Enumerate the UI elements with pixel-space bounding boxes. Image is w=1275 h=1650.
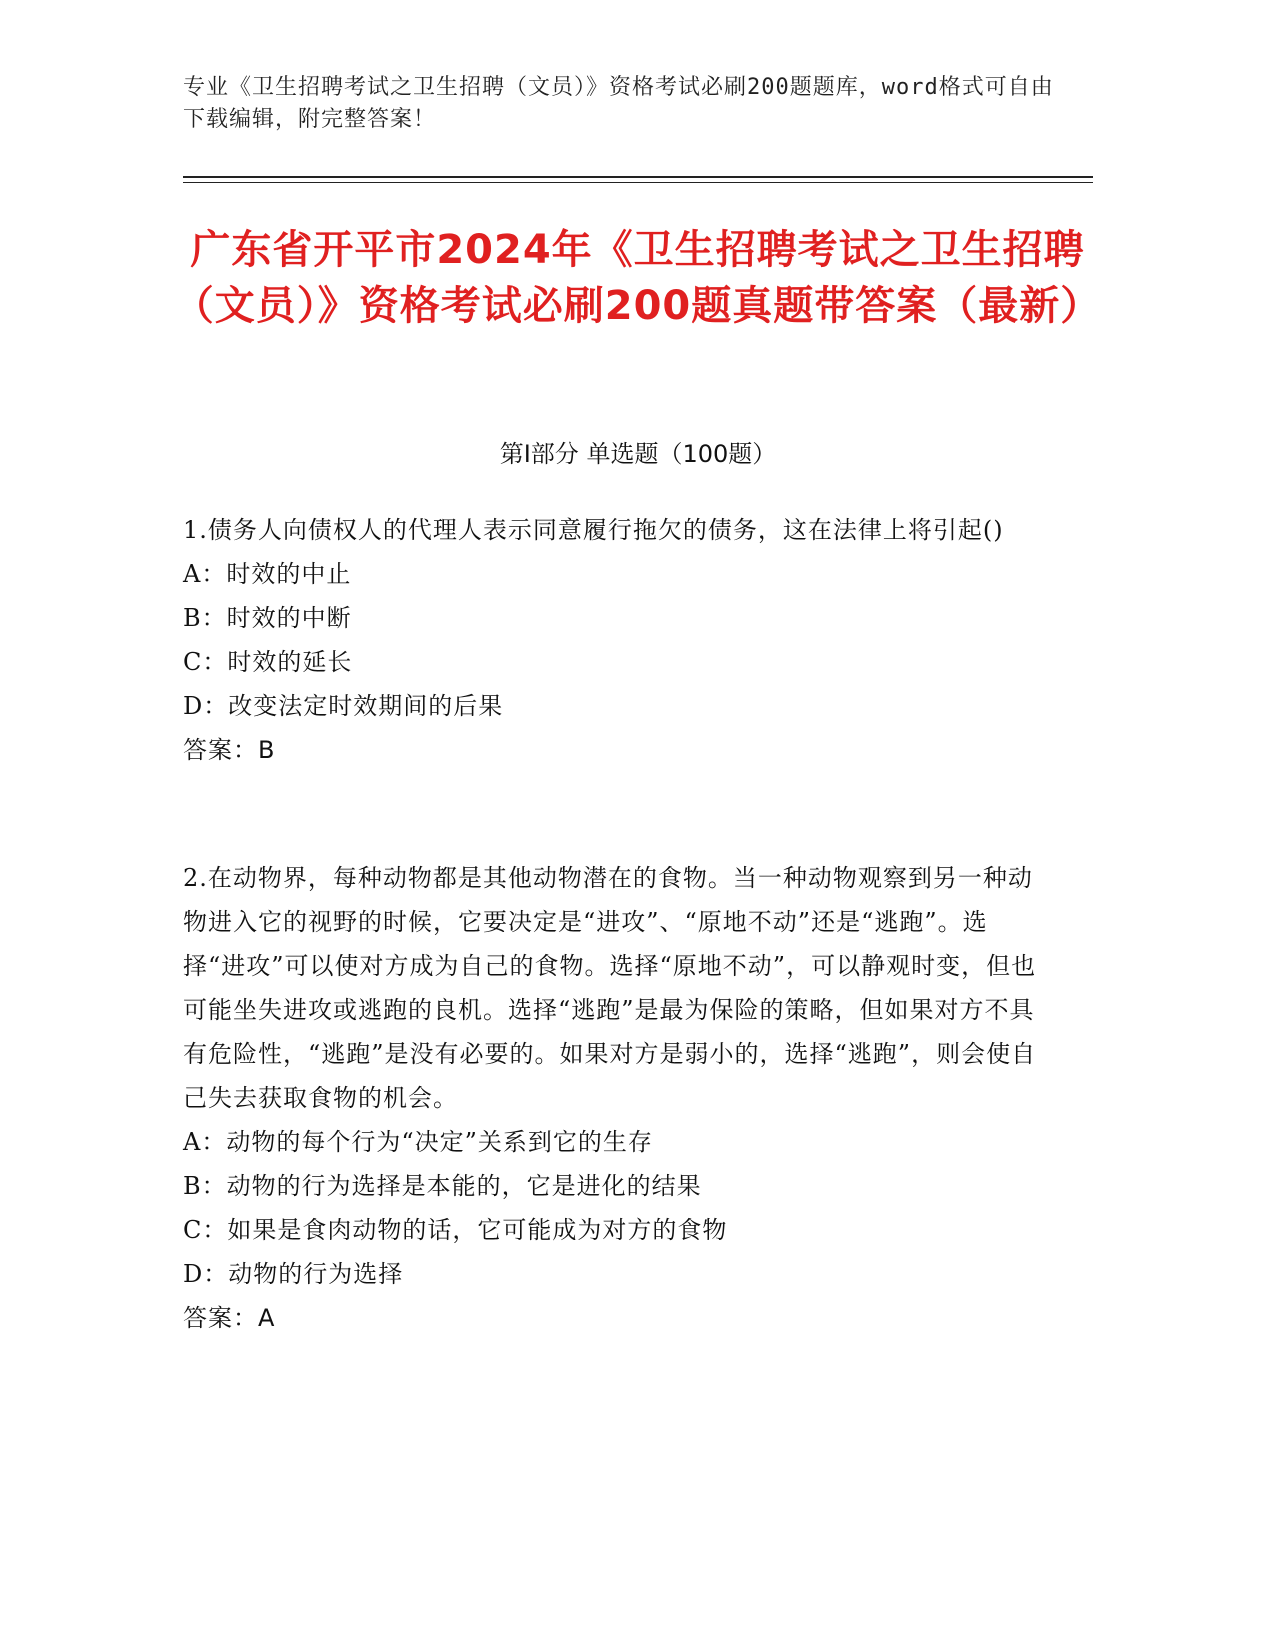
header-note: 专业《卫生招聘考试之卫生招聘（文员）》资格考试必刷200题题库，word格式可自由下载编辑，附完整答案！ [183,75,1054,132]
section-title: 第Ⅰ部分 单选题（100题） [499,440,777,468]
question-2 [183,856,1043,1340]
answer: 答案：A [183,1304,276,1332]
option-d: D：改变法定时效期间的后果 [183,692,504,720]
option-d: D：动物的行为选择 [183,1260,404,1288]
option-a: A：时效的中止 [183,560,352,588]
header-divider [183,176,1093,178]
question-stem: 2.在动物界，每种动物都是其他动物潜在的食物。当一种动物观察到另一种动物进入它的视野的时候，它要决定是“进攻”、“原地不动”还是“逃跑”。选择“进攻”可以使对方成为自己的食物。选择“原地不动”，可以静观时变，但也可能坐失进攻或逃跑的良机。选择“逃跑”是最为保险的策略，但如果对方不具有危险性，“逃跑”是没有必要的。如果对方是弱小的，选择“逃跑”，则会使自己失去获取食物的机会。 [183,864,1037,1112]
option-c: C：如果是食肉动物的话，它可能成为对方的食物 [183,1216,728,1244]
answer: 答案：B [183,736,276,764]
option-b: B：动物的行为选择是本能的，它是进化的结果 [183,1172,702,1200]
option-c: C：时效的延长 [183,648,353,676]
question-1 [183,508,1043,772]
question-stem: 1.债务人向债权人的代理人表示同意履行拖欠的债务，这在法律上将引起() [183,516,1004,544]
header-divider-thin [183,182,1093,183]
document-title: 广东省开平市2024年《卫生招聘考试之卫生招聘（文员）》资格考试必刷200题真题带答案（最新） [173,227,1102,329]
option-b: B：时效的中断 [183,604,352,632]
option-a: A：动物的每个行为“决定”关系到它的生存 [183,1128,653,1156]
